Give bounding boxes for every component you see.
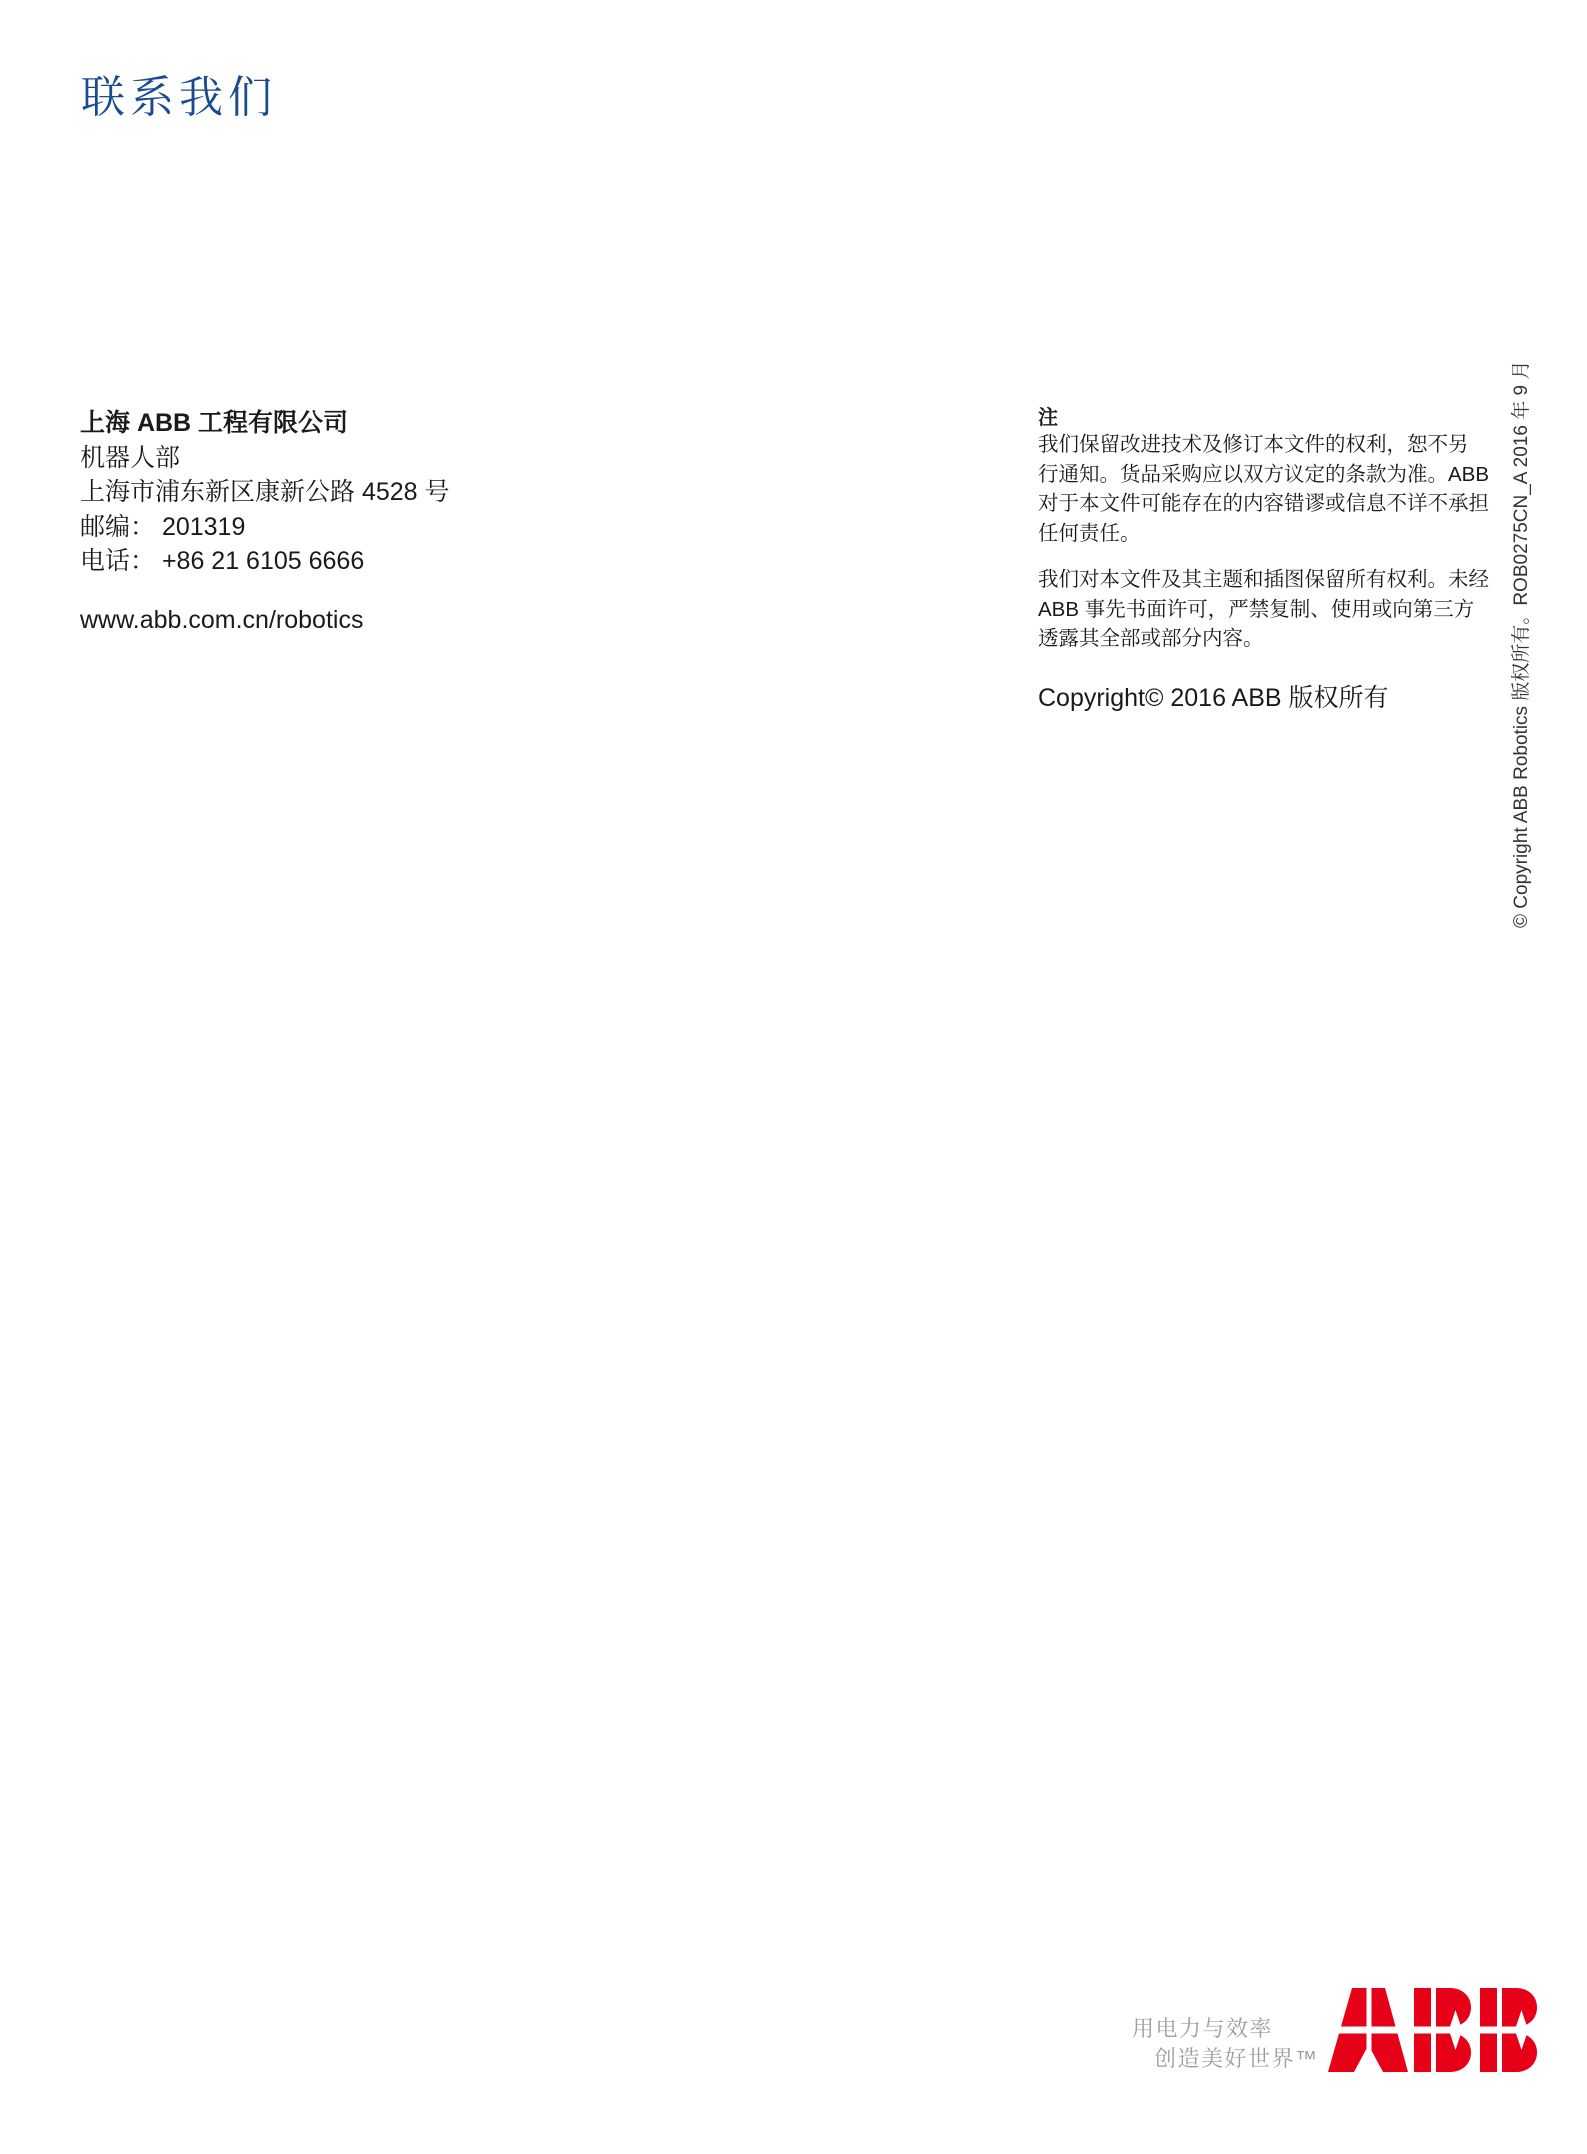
abb-logo <box>1328 1988 1537 2072</box>
legal-note-block <box>1038 406 1508 654</box>
contact-address-block <box>80 406 450 579</box>
note-line: 透露其全部或部分内容。 <box>1038 627 1264 650</box>
company-name: 上海 ABB 工程有限公司 <box>80 409 349 437</box>
copyright-line: Copyright© 2016 ABB 版权所有 <box>1038 684 1389 712</box>
contact-postal-code: 邮编： 201319 <box>80 512 246 541</box>
note-paragraph-2 <box>1038 565 1508 654</box>
note-line: ABB 事先书面许可，严禁复制、使用或向第三方 <box>1038 597 1475 621</box>
brand-tagline-line-2: 创造美好世界™ <box>1154 2046 1319 2071</box>
note-line: 任何责任。 <box>1038 521 1141 545</box>
note-line: 我们对本文件及其主题和插图保留所有权利。未经 <box>1038 568 1489 591</box>
abb-logo-letters <box>1328 1988 1537 2072</box>
note-line: 对于本文件可能存在的内容错谬或信息不详不承担 <box>1038 492 1489 515</box>
website-url: www.abb.com.cn/robotics <box>80 606 364 634</box>
note-paragraph-1 <box>1038 430 1508 548</box>
contact-phone: 电话： +86 21 6105 6666 <box>80 547 365 575</box>
note-heading: 注 <box>1038 407 1058 429</box>
contact-department: 机器人部 <box>80 443 181 472</box>
note-line: 我们保留改进技术及修订本文件的权利，恕不另 <box>1038 433 1469 456</box>
contact-street-address: 上海市浦东新区康新公路 4528 号 <box>80 478 450 506</box>
note-line: 行通知。货品采购应以双方议定的条款为准。ABB <box>1038 462 1490 486</box>
brand-tagline-line-1: 用电力与效率 <box>1132 2016 1274 2041</box>
page-title: 联系我们 <box>81 73 277 122</box>
side-copyright-vertical-text: © Copyright ABB Robotics 版权所有。ROB0275CN_A 2016 年 9 月 <box>1511 360 1532 928</box>
